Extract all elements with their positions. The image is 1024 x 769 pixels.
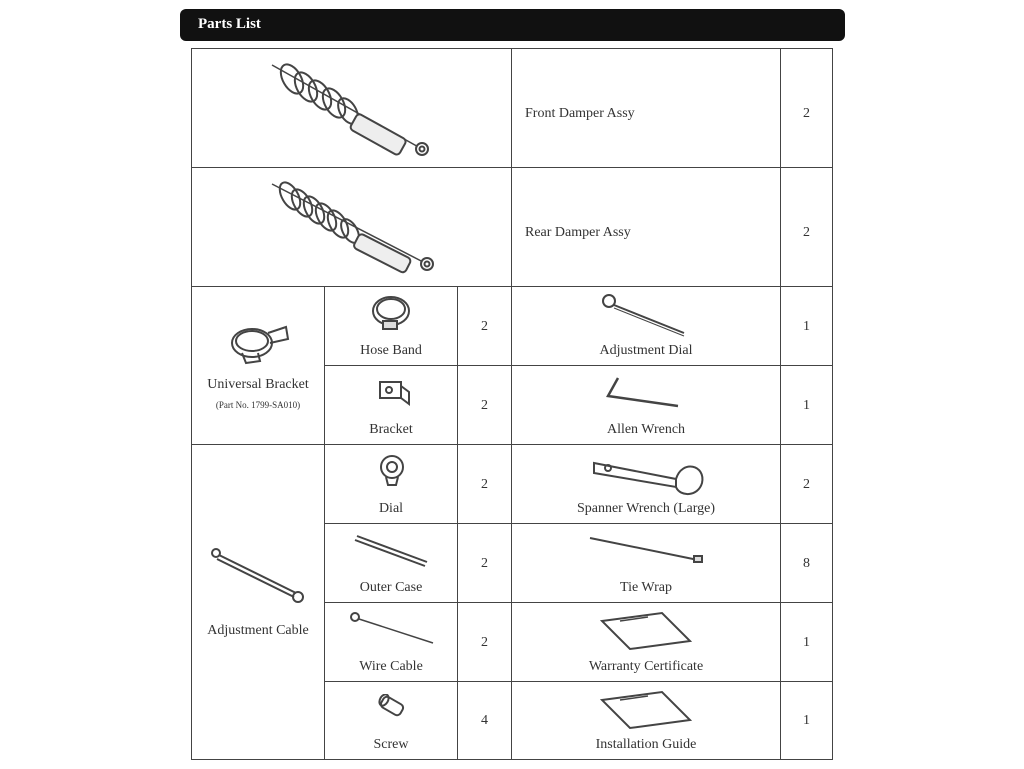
bracket-icon [377,378,411,406]
installation-guide-cell [511,681,781,760]
rear-damper-qty: 2 [803,225,810,240]
tie-wrap-qty-cell [780,523,833,603]
screw-qty-cell [457,681,512,760]
spanner-wrench-icon [590,453,710,499]
front-damper-qty: 2 [803,106,810,121]
wire-cable-icon [347,611,437,647]
universal-bracket-cell [191,286,325,445]
rear-damper-illustration [262,176,452,280]
dial-cell [324,444,458,524]
screw-cell [324,681,458,760]
front-damper-image-cell [191,48,512,168]
outer-case-qty: 2 [481,556,488,571]
screw-qty: 4 [481,713,488,728]
allen-wrench-qty: 1 [803,398,810,413]
dial-name: Dial [378,501,404,516]
universal-bracket-name: Universal Bracket [207,377,309,392]
rear-damper-qty-cell [780,167,833,287]
installation-guide-qty: 1 [803,713,810,728]
adjustment-dial-cell [511,286,781,366]
wire-cable-qty: 2 [481,635,488,650]
bracket-cell [324,365,458,445]
front-damper-illustration [262,57,452,161]
front-damper-qty-cell [780,48,833,168]
adjustment-dial-icon [600,291,690,337]
hose-band-cell [324,286,458,366]
hose-band-icon [367,293,417,333]
warranty-certificate-cell [511,602,781,682]
warranty-certificate-qty: 1 [803,635,810,650]
outer-case-icon [353,532,433,568]
hose-band-name: Hose Band [360,343,422,358]
screw-name: Screw [373,737,409,752]
parts-table [191,48,833,760]
adjustment-cable-cell [191,444,325,760]
rear-damper-name: Rear Damper Assy [525,225,631,240]
wire-cable-cell [324,602,458,682]
front-damper-name-cell [511,48,781,168]
adjustment-dial-qty-cell [780,286,833,366]
tie-wrap-cell [511,523,781,603]
hose-band-qty-cell [457,286,512,366]
hose-band-qty: 2 [481,319,488,334]
adjustment-dial-qty: 1 [803,319,810,334]
dial-qty: 2 [481,477,488,492]
allen-wrench-qty-cell [780,365,833,445]
warranty-certificate-qty-cell [780,602,833,682]
spanner-wrench-name: Spanner Wrench (Large) [576,501,716,516]
tie-wrap-qty: 8 [803,556,810,571]
front-damper-name: Front Damper Assy [525,106,635,121]
parts-list-header [180,9,845,41]
dial-icon [375,453,409,487]
adjustment-dial-name: Adjustment Dial [599,343,693,358]
allen-wrench-name: Allen Wrench [606,422,686,437]
dial-qty-cell [457,444,512,524]
outer-case-qty-cell [457,523,512,603]
universal-bracket-icon [224,317,294,367]
spanner-wrench-qty: 2 [803,477,810,492]
installation-guide-name: Installation Guide [595,737,697,752]
allen-wrench-icon [604,376,684,410]
bracket-name: Bracket [369,422,413,437]
adjustment-cable-icon [208,545,308,605]
wire-cable-name: Wire Cable [359,659,423,674]
tie-wrap-icon [586,532,706,566]
warranty-certificate-icon [600,611,692,651]
warranty-certificate-name: Warranty Certificate [588,659,704,674]
wire-cable-qty-cell [457,602,512,682]
tie-wrap-name: Tie Wrap [620,580,672,595]
outer-case-name: Outer Case [359,580,423,595]
screw-icon [377,694,409,722]
bracket-qty: 2 [481,398,488,413]
rear-damper-image-cell [191,167,512,287]
installation-guide-qty-cell [780,681,833,760]
bracket-qty-cell [457,365,512,445]
adjustment-cable-name: Adjustment Cable [207,623,309,638]
rear-damper-name-cell [511,167,781,287]
spanner-wrench-qty-cell [780,444,833,524]
universal-bracket-part-no: (Part No. 1799-SA010) [215,400,301,410]
page-title: Parts List [198,16,261,32]
outer-case-cell [324,523,458,603]
allen-wrench-cell [511,365,781,445]
spanner-wrench-cell [511,444,781,524]
installation-guide-icon [600,690,692,730]
